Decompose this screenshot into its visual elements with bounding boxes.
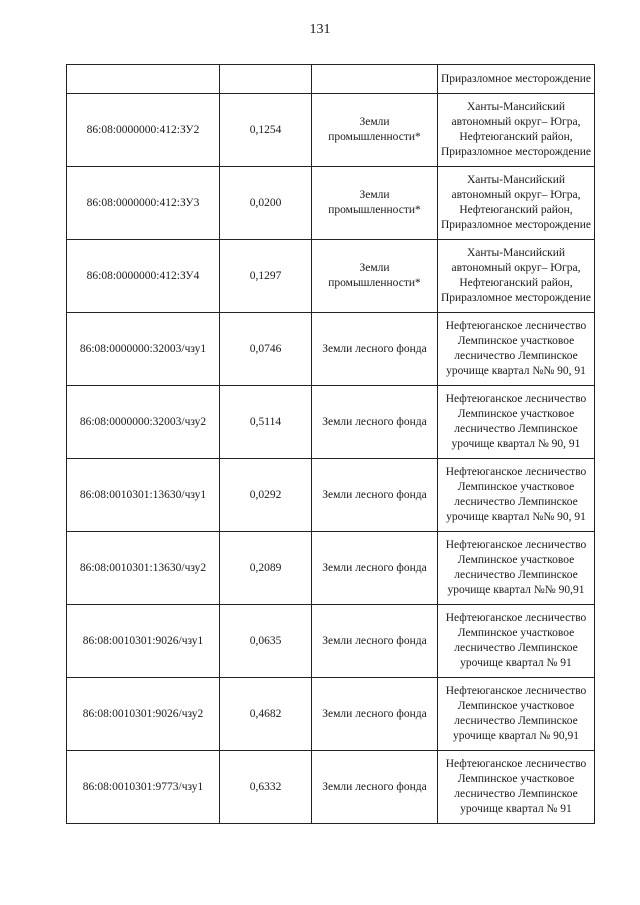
area-cell [220,65,312,94]
cadastral-cell: 86:08:0010301:13630/чзу1 [67,459,220,532]
cadastral-cell: 86:08:0010301:9026/чзу2 [67,678,220,751]
location-cell: Ханты-Мансийский автономный округ– Югра, Нефтеюганский район, Приразломное месторождение [438,94,595,167]
category-cell: Земли промышленности* [312,167,438,240]
cadastral-cell: 86:08:0000000:412:ЗУ2 [67,94,220,167]
table-row [67,751,595,824]
cadastral-cell: 86:08:0000000:32003/чзу1 [67,313,220,386]
cadastral-cell: 86:08:0010301:9026/чзу1 [67,605,220,678]
location-cell: Нефтеюганское лесничество Лемпинское участковое лесничество Лемпинское урочище квартал № 91 [438,751,595,824]
table-row [67,459,595,532]
location-cell: Нефтеюганское лесничество Лемпинское участковое лесничество Лемпинское урочище квартал №№ 90, 91 [438,313,595,386]
table-row [67,386,595,459]
area-cell: 0,0292 [220,459,312,532]
table-row [67,678,595,751]
cadastral-cell [67,65,220,94]
cadastral-cell: 86:08:0000000:412:ЗУ4 [67,240,220,313]
area-cell: 0,0635 [220,605,312,678]
table-row [67,167,595,240]
category-cell: Земли лесного фонда [312,605,438,678]
location-cell: Нефтеюганское лесничество Лемпинское участковое лесничество Лемпинское урочище квартал №№ 90, 91 [438,459,595,532]
location-cell: Приразломное месторождение [438,65,595,94]
area-cell: 0,0746 [220,313,312,386]
category-cell: Земли промышленности* [312,240,438,313]
category-cell: Земли лесного фонда [312,751,438,824]
table-row [67,532,595,605]
category-cell: Земли промышленности* [312,94,438,167]
category-cell: Земли лесного фонда [312,532,438,605]
category-cell [312,65,438,94]
table-row [67,240,595,313]
table-row [67,313,595,386]
cadastral-cell: 86:08:0000000:32003/чзу2 [67,386,220,459]
area-cell: 0,5114 [220,386,312,459]
area-cell: 0,2089 [220,532,312,605]
area-cell: 0,6332 [220,751,312,824]
land-plots-table [66,64,595,824]
cadastral-cell: 86:08:0010301:9773/чзу1 [67,751,220,824]
area-cell: 0,0200 [220,167,312,240]
location-cell: Нефтеюганское лесничество Лемпинское участковое лесничество Лемпинское урочище квартал №№ 90,91 [438,532,595,605]
area-cell: 0,1254 [220,94,312,167]
location-cell: Ханты-Мансийский автономный округ– Югра, Нефтеюганский район, Приразломное месторождение [438,240,595,313]
category-cell: Земли лесного фонда [312,678,438,751]
location-cell: Ханты-Мансийский автономный округ– Югра, Нефтеюганский район, Приразломное месторождение [438,167,595,240]
location-cell: Нефтеюганское лесничество Лемпинское участковое лесничество Лемпинское урочище квартал № 90, 91 [438,386,595,459]
category-cell: Земли лесного фонда [312,459,438,532]
table-row [67,605,595,678]
cadastral-cell: 86:08:0010301:13630/чзу2 [67,532,220,605]
category-cell: Земли лесного фонда [312,386,438,459]
page-number: 131 [309,22,331,37]
cadastral-cell: 86:08:0000000:412:ЗУ3 [67,167,220,240]
location-cell: Нефтеюганское лесничество Лемпинское участковое лесничество Лемпинское урочище квартал № 90,91 [438,678,595,751]
location-cell: Нефтеюганское лесничество Лемпинское участковое лесничество Лемпинское урочище квартал № 91 [438,605,595,678]
area-cell: 0,1297 [220,240,312,313]
area-cell: 0,4682 [220,678,312,751]
table-row [67,94,595,167]
category-cell: Земли лесного фонда [312,313,438,386]
table-row-continuation [67,65,595,94]
